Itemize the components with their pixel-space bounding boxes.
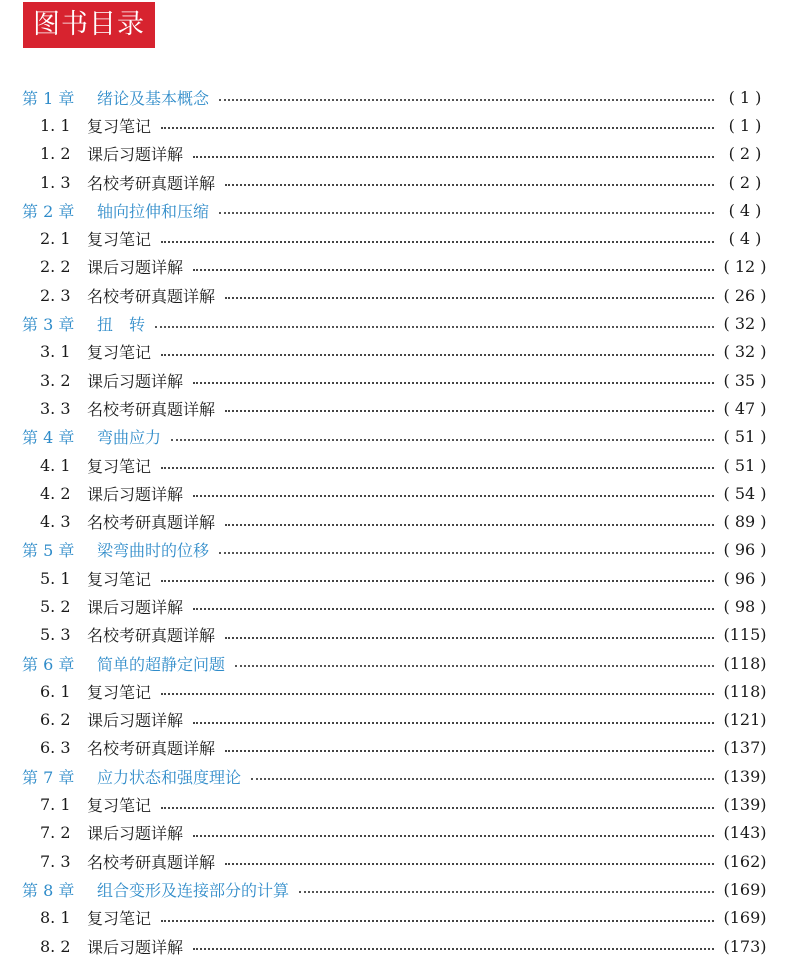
chapter-title: 轴向拉伸和压缩 bbox=[97, 201, 210, 221]
page-number: ( 1 ) bbox=[728, 115, 762, 135]
page-number: ( 12 ) bbox=[723, 257, 767, 277]
toc-chapter-row[interactable] bbox=[0, 196, 790, 224]
dot-leader bbox=[161, 467, 714, 469]
dot-leader bbox=[299, 891, 714, 893]
dot-leader bbox=[225, 524, 714, 526]
dot-leader bbox=[193, 608, 714, 610]
section-number: 4. 2 bbox=[40, 483, 71, 503]
page-number: (118) bbox=[723, 681, 767, 701]
table-of-contents bbox=[0, 83, 790, 960]
section-number: 7. 1 bbox=[40, 795, 71, 815]
section-title: 名校考研真题详解 bbox=[87, 852, 216, 872]
toc-section-row[interactable] bbox=[0, 904, 790, 932]
page-number: (139) bbox=[723, 766, 767, 786]
toc-chapter-row[interactable] bbox=[0, 83, 790, 111]
section-number: 4. 3 bbox=[40, 512, 71, 532]
chapter-title: 应力状态和强度理论 bbox=[97, 767, 242, 787]
page-number: (115) bbox=[723, 625, 767, 645]
page-number: ( 47 ) bbox=[723, 398, 767, 418]
page-number: (169) bbox=[723, 908, 767, 928]
chapter-number: 第 4 章 bbox=[22, 428, 75, 448]
section-title: 复习笔记 bbox=[87, 116, 152, 136]
section-title: 名校考研真题详解 bbox=[87, 739, 216, 759]
toc-section-row[interactable] bbox=[0, 819, 790, 847]
section-title: 复习笔记 bbox=[87, 230, 152, 250]
page-number: ( 2 ) bbox=[728, 144, 762, 164]
page-number: (137) bbox=[723, 738, 767, 758]
chapter-number: 第 3 章 bbox=[22, 315, 75, 335]
section-title: 名校考研真题详解 bbox=[87, 626, 216, 646]
chapter-title: 弯曲应力 bbox=[97, 428, 162, 448]
section-number: 4. 1 bbox=[40, 455, 71, 475]
section-title: 课后习题详解 bbox=[87, 371, 184, 391]
page-number: (121) bbox=[723, 710, 767, 730]
dot-leader bbox=[193, 495, 714, 497]
dot-leader bbox=[219, 552, 714, 554]
section-number: 6. 3 bbox=[40, 738, 71, 758]
section-number: 3. 1 bbox=[40, 342, 71, 362]
section-number: 6. 2 bbox=[40, 710, 71, 730]
page-number: ( 51 ) bbox=[723, 455, 767, 475]
page-number: ( 1 ) bbox=[728, 87, 762, 107]
toc-header-banner bbox=[23, 2, 155, 48]
dot-leader bbox=[161, 580, 714, 582]
toc-chapter-row[interactable] bbox=[0, 762, 790, 790]
section-title: 名校考研真题详解 bbox=[87, 399, 216, 419]
section-title: 复习笔记 bbox=[87, 569, 152, 589]
section-number: 3. 3 bbox=[40, 398, 71, 418]
dot-leader bbox=[161, 127, 714, 129]
section-title: 复习笔记 bbox=[87, 796, 152, 816]
page-number: ( 4 ) bbox=[728, 200, 762, 220]
chapter-title: 梁弯曲时的位移 bbox=[97, 541, 210, 561]
dot-leader bbox=[225, 184, 714, 186]
toc-section-row[interactable] bbox=[0, 224, 790, 252]
page-number: (169) bbox=[723, 879, 767, 899]
page-number: ( 4 ) bbox=[728, 229, 762, 249]
page-number: (139) bbox=[723, 795, 767, 815]
toc-section-row[interactable] bbox=[0, 592, 790, 620]
dot-leader bbox=[235, 665, 714, 667]
section-title: 名校考研真题详解 bbox=[87, 286, 216, 306]
section-number: 8. 2 bbox=[40, 936, 71, 956]
section-number: 8. 1 bbox=[40, 908, 71, 928]
toc-section-row[interactable] bbox=[0, 451, 790, 479]
section-number: 2. 3 bbox=[40, 285, 71, 305]
page-number: ( 89 ) bbox=[723, 512, 767, 532]
section-number: 2. 2 bbox=[40, 257, 71, 277]
toc-chapter-row[interactable] bbox=[0, 875, 790, 903]
section-title: 课后习题详解 bbox=[87, 937, 184, 957]
dot-leader bbox=[225, 750, 714, 752]
toc-chapter-row[interactable] bbox=[0, 536, 790, 564]
section-title: 复习笔记 bbox=[87, 456, 152, 476]
section-title: 课后习题详解 bbox=[87, 824, 184, 844]
section-title: 名校考研真题详解 bbox=[87, 173, 216, 193]
chapter-title: 绪论及基本概念 bbox=[97, 88, 210, 108]
chapter-title: 简单的超静定问题 bbox=[97, 654, 226, 674]
section-title: 复习笔记 bbox=[87, 343, 152, 363]
toc-section-row[interactable] bbox=[0, 253, 790, 281]
dot-leader bbox=[161, 241, 714, 243]
section-number: 5. 1 bbox=[40, 568, 71, 588]
section-title: 课后习题详解 bbox=[87, 258, 184, 278]
dot-leader bbox=[193, 722, 714, 724]
dot-leader bbox=[171, 439, 714, 441]
section-title: 课后习题详解 bbox=[87, 711, 184, 731]
section-number: 3. 2 bbox=[40, 370, 71, 390]
page-number: ( 96 ) bbox=[723, 568, 767, 588]
dot-leader bbox=[193, 269, 714, 271]
section-title: 名校考研真题详解 bbox=[87, 513, 216, 533]
dot-leader bbox=[225, 410, 714, 412]
page-number: (173) bbox=[723, 936, 767, 956]
page-number: ( 51 ) bbox=[723, 427, 767, 447]
chapter-number: 第 7 章 bbox=[22, 767, 75, 787]
section-number: 5. 3 bbox=[40, 625, 71, 645]
toc-section-row[interactable] bbox=[0, 790, 790, 818]
toc-section-row[interactable] bbox=[0, 338, 790, 366]
dot-leader bbox=[225, 637, 714, 639]
toc-section-row[interactable] bbox=[0, 706, 790, 734]
page-number: ( 26 ) bbox=[723, 285, 767, 305]
dot-leader bbox=[219, 99, 714, 101]
dot-leader bbox=[161, 693, 714, 695]
dot-leader bbox=[251, 778, 714, 780]
section-number: 5. 2 bbox=[40, 596, 71, 616]
toc-header-title: 图书目录 bbox=[33, 9, 145, 40]
dot-leader bbox=[161, 920, 714, 922]
toc-chapter-row[interactable] bbox=[0, 649, 790, 677]
section-number: 6. 1 bbox=[40, 681, 71, 701]
toc-chapter-row[interactable] bbox=[0, 423, 790, 451]
dot-leader bbox=[225, 297, 714, 299]
page-number: (162) bbox=[723, 851, 767, 871]
dot-leader bbox=[193, 156, 714, 158]
chapter-number: 第 2 章 bbox=[22, 201, 75, 221]
toc-section-row[interactable] bbox=[0, 479, 790, 507]
dot-leader bbox=[225, 863, 714, 865]
chapter-number: 第 5 章 bbox=[22, 541, 75, 561]
section-number: 1. 2 bbox=[40, 144, 71, 164]
chapter-title: 扭 转 bbox=[97, 315, 146, 335]
page-number: (143) bbox=[723, 823, 767, 843]
chapter-number: 第 8 章 bbox=[22, 880, 75, 900]
dot-leader bbox=[155, 326, 714, 328]
page-number: (118) bbox=[723, 653, 767, 673]
toc-section-row[interactable] bbox=[0, 168, 790, 196]
page-number: ( 54 ) bbox=[723, 483, 767, 503]
section-number: 1. 1 bbox=[40, 115, 71, 135]
chapter-number: 第 6 章 bbox=[22, 654, 75, 674]
toc-section-row[interactable] bbox=[0, 507, 790, 535]
section-number: 7. 2 bbox=[40, 823, 71, 843]
toc-section-row[interactable] bbox=[0, 734, 790, 762]
page-number: ( 35 ) bbox=[723, 370, 767, 390]
toc-section-row[interactable] bbox=[0, 394, 790, 422]
toc-section-row[interactable] bbox=[0, 847, 790, 875]
page-number: ( 96 ) bbox=[723, 540, 767, 560]
section-number: 7. 3 bbox=[40, 851, 71, 871]
toc-section-row[interactable] bbox=[0, 564, 790, 592]
page-number: ( 2 ) bbox=[728, 172, 762, 192]
toc-section-row[interactable] bbox=[0, 140, 790, 168]
dot-leader bbox=[193, 382, 714, 384]
dot-leader bbox=[161, 354, 714, 356]
toc-chapter-row[interactable] bbox=[0, 309, 790, 337]
toc-section-row[interactable] bbox=[0, 366, 790, 394]
dot-leader bbox=[193, 835, 714, 837]
chapter-title: 组合变形及连接部分的计算 bbox=[97, 880, 290, 900]
page-number: ( 98 ) bbox=[723, 596, 767, 616]
section-title: 复习笔记 bbox=[87, 682, 152, 702]
section-title: 复习笔记 bbox=[87, 909, 152, 929]
toc-section-row[interactable] bbox=[0, 677, 790, 705]
section-title: 课后习题详解 bbox=[87, 484, 184, 504]
page-number: ( 32 ) bbox=[723, 314, 767, 334]
dot-leader bbox=[161, 807, 714, 809]
dot-leader bbox=[193, 948, 714, 950]
section-title: 课后习题详解 bbox=[87, 597, 184, 617]
toc-section-row[interactable] bbox=[0, 281, 790, 309]
section-number: 1. 3 bbox=[40, 172, 71, 192]
toc-section-row[interactable] bbox=[0, 932, 790, 960]
page-number: ( 32 ) bbox=[723, 342, 767, 362]
dot-leader bbox=[219, 212, 714, 214]
toc-section-row[interactable] bbox=[0, 111, 790, 139]
section-title: 课后习题详解 bbox=[87, 145, 184, 165]
toc-section-row[interactable] bbox=[0, 621, 790, 649]
section-number: 2. 1 bbox=[40, 229, 71, 249]
chapter-number: 第 1 章 bbox=[22, 88, 75, 108]
